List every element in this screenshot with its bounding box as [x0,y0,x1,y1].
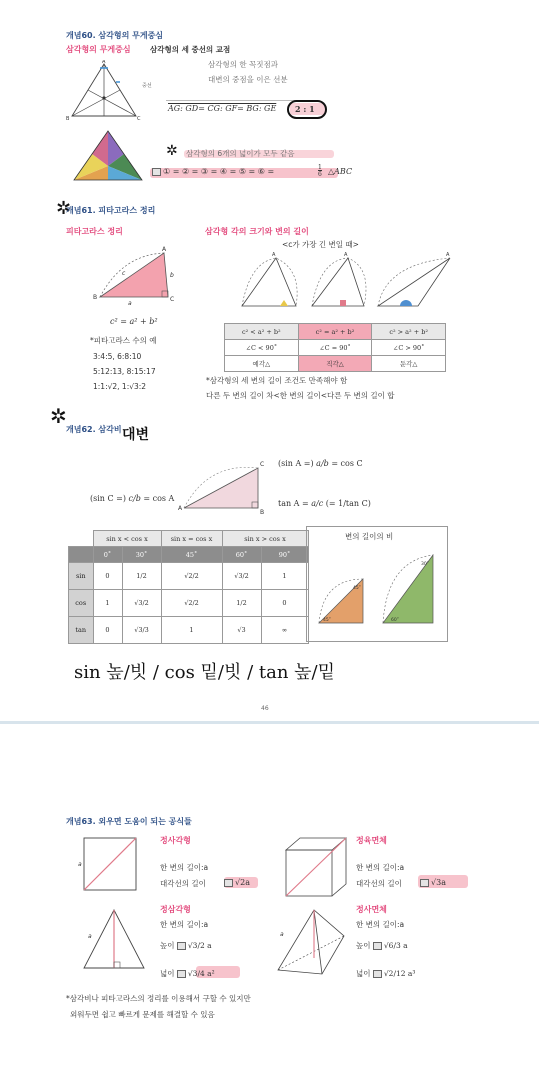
table-cell: 1 [261,563,308,590]
formula-note-1: *삼각비나 피타고라스의 정리를 이용해서 구할 수 있지만 [66,994,251,1003]
right-triangle-diagram [92,245,182,305]
tetrahedron-height [356,942,408,950]
page-47 [0,724,539,1071]
tetrahedron-diagram [274,906,350,978]
median-desc-2: 대변의 중점을 이은 선분 [208,75,288,84]
condition-note-2: 다른 두 변의 길이 차<한 변의 길이<다른 두 변의 길이 합 [206,391,395,400]
abc-label: △ABC [328,167,353,176]
table-cell: 직각△ [298,356,372,372]
cond-header: sin x < cos x [93,531,161,547]
equiv-box-icon [373,942,382,950]
svg-text:a: a [78,861,82,868]
svg-text:C: C [170,296,175,303]
fn-label: sin [69,563,94,590]
hand-note: 대변 [122,427,150,443]
cond-header: sin x > cos x [222,531,308,547]
longest-side-note: <c가 가장 긴 변일 때> [282,240,359,249]
svg-text:A: A [178,505,183,512]
svg-text:B: B [66,116,70,122]
svg-text:a: a [88,933,92,940]
sin-a: (sin A =) [278,459,314,468]
centroid-term: 삼각형의 무게중심 [66,45,131,54]
triangle-types-table [224,323,446,372]
svg-text:C: C [260,461,265,468]
table-cell: 예각△ [225,356,299,372]
svg-text:60˚: 60˚ [391,618,399,623]
cube-diagonal [420,879,446,887]
equiv-box-icon [152,168,161,176]
square-side: 한 변의 길이:a [160,863,209,872]
svg-text:b: b [170,272,174,279]
centroid-definition: 삼각형의 세 중선의 교점 [150,45,231,54]
table-cell: c² = a² + b² [298,324,372,340]
table-cell: 1/2 [222,590,261,617]
star-mark: ✲ [166,143,178,159]
table-cell: c² < a² + b² [225,324,299,340]
section-61-title: 개념61. 피타고라스 정리 [66,206,156,215]
table-cell: ∞ [261,617,308,644]
fn-label: tan [69,617,94,644]
table-cell: c² > a² + b² [372,324,446,340]
tan-c: (= 1/tan C) [325,499,371,508]
tetrahedron-side: 한 변의 길이:a [356,920,405,929]
table-cell: √3 [222,617,261,644]
equilateral-diagram [78,904,150,974]
frac-den: 6 [318,171,322,178]
tetrahedron-head: 정사면체 [356,905,387,914]
ratio-value: 2 : 1 [295,104,315,114]
angle-header: 0˚ [93,547,122,563]
equal-areas-text: ① = ② = ③ = ④ = ⑤ = ⑥ = [163,167,275,176]
angle-header: 30˚ [122,547,161,563]
tetrahedron-volume [356,970,415,978]
angle-header: 60˚ [222,547,261,563]
svg-text:45˚: 45˚ [353,586,361,591]
star-mark: ✲ [50,404,67,428]
table-cell: √3/3 [122,617,161,644]
table-cell: √3/2 [222,563,261,590]
table-cell: √3/2 [122,590,161,617]
tan-a-formula: tan A = a/c (= 1/tan C) [278,499,371,508]
frac-num: 1 [318,164,322,171]
tan-a: tan A = [278,499,309,508]
table-cell: ∠C = 90˚ [298,340,372,356]
sin-c: (sin C =) [90,494,126,503]
table-cell: ∠C > 90˚ [372,340,446,356]
equilateral-side: 한 변의 길이:a [160,920,209,929]
sin-a-formula: (sin A =) a/b = cos C [278,459,363,468]
equal-areas [152,168,274,176]
section-62-title: 개념62. 삼각비 [66,425,122,434]
svg-text:A: A [102,60,106,65]
svg-text:A: A [446,252,450,258]
equilateral-area [160,970,215,978]
table-cell: 0 [93,617,122,644]
svg-text:a: a [128,300,132,305]
median-label: 중선 [142,83,152,89]
square-diagram [78,834,142,898]
pythagoras-head: 피타고라스 정리 [66,227,123,236]
triples-head: *피타고라스 수의 예 [90,336,157,345]
formula-note-2: 외워두면 쉽고 빠르게 문제를 해결할 수 있음 [70,1010,215,1019]
cube-head: 정육면체 [356,836,387,845]
square-diagonal-label: 대각선의 길이 [160,879,206,888]
angle-header: 45˚ [161,547,222,563]
equiv-box-icon [224,879,233,887]
svg-text:A: A [344,252,348,258]
triple-1: 3:4:5, 6:8:10 [93,352,142,361]
cube-diagonal-label: 대각선의 길이 [356,879,402,888]
ratio-formula: AG: GD= CG: GF= BG: GE [168,104,277,113]
side-ratio-title: 변의 길이의 비 [345,532,394,541]
side-ratio-box [306,526,448,642]
svg-text:30˚: 30˚ [421,562,429,567]
equiv-box-icon [373,970,382,978]
height-label: 높이 [160,941,175,950]
table-cell: 둔각△ [372,356,446,372]
volume-value: √2/12 a³ [383,969,416,978]
table-cell: 1 [93,590,122,617]
trig-triangle-diagram [178,458,274,516]
condition-note-1: *삼각형의 세 변의 길이 조건도 만족해야 함 [206,376,348,385]
height-label: 높이 [356,941,371,950]
six-areas-diagram [68,128,148,184]
table-cell: 1/2 [122,563,161,590]
special-triangles-diagram [313,549,443,637]
fn-label: cos [69,590,94,617]
table-cell: ∠C < 90˚ [225,340,299,356]
cos-c: = cos C [331,459,363,468]
svg-text:A: A [272,252,276,258]
centroid-diagram [64,60,144,122]
volume-label: 넓이 [356,969,371,978]
hand-bottom-note: sin 높/빗 / cos 밑/빗 / tan 높/밑 [74,662,336,683]
equiv-box-icon [420,879,429,887]
table-cell: √2/2 [161,563,222,590]
area-label: 넓이 [160,969,175,978]
triangle-types-diagram [236,250,456,314]
svg-text:a: a [280,931,284,938]
sin-c-formula: (sin C =) c/b = cos A [90,494,175,503]
square-head: 정사각형 [160,836,191,845]
svg-text:C: C [137,116,141,122]
section-63-title: 개념63. 외우면 도움이 되는 공식들 [66,817,192,826]
equiv-box-icon [177,942,186,950]
cond-header: sin x = cos x [161,531,222,547]
table-cell: 1 [161,617,222,644]
section-60-title: 개념60. 삼각형의 무게중심 [66,31,164,40]
cube-diagonal-value: √3a [431,878,446,887]
svg-text:A: A [162,246,167,253]
median-desc-1: 삼각형의 한 꼭짓점과 [208,60,278,69]
divider-line [166,100,296,101]
equiv-box-icon [177,970,186,978]
equilateral-head: 정삼각형 [160,905,191,914]
triple-2: 5:12:13, 8:15:17 [93,367,156,376]
trig-values-table [68,530,309,644]
angle-header: 90˚ [261,547,308,563]
six-area-text: 삼각형의 6개의 넓이가 모두 같음 [186,149,295,158]
height-value: √6/3 a [383,941,408,950]
table-cell: √2/2 [161,590,222,617]
table-cell: 0 [93,563,122,590]
angle-side-head: 삼각형 각의 크기와 변의 길이 [205,227,309,236]
cube-side: 한 변의 길이:a [356,863,405,872]
equilateral-height [160,942,212,950]
svg-text:B: B [260,509,265,516]
svg-text:c: c [122,270,126,277]
square-diagonal [224,879,250,887]
cos-a: = cos A [143,494,175,503]
one-sixth [318,164,322,178]
table-cell: 0 [261,590,308,617]
svg-text:B: B [93,294,98,301]
svg-text:45˚: 45˚ [323,618,331,623]
star-mark: ✲ [56,198,72,219]
height-value: √3/2 a [187,941,212,950]
page-number: 46 [261,705,269,712]
pythagoras-formula: c² = a² + b² [110,317,158,326]
area-value: √3/4 a² [187,969,215,978]
triple-3: 1:1:√2, 1:√3:2 [93,382,147,391]
cube-diagram [280,834,352,900]
square-diagonal-value: √2a [235,878,250,887]
